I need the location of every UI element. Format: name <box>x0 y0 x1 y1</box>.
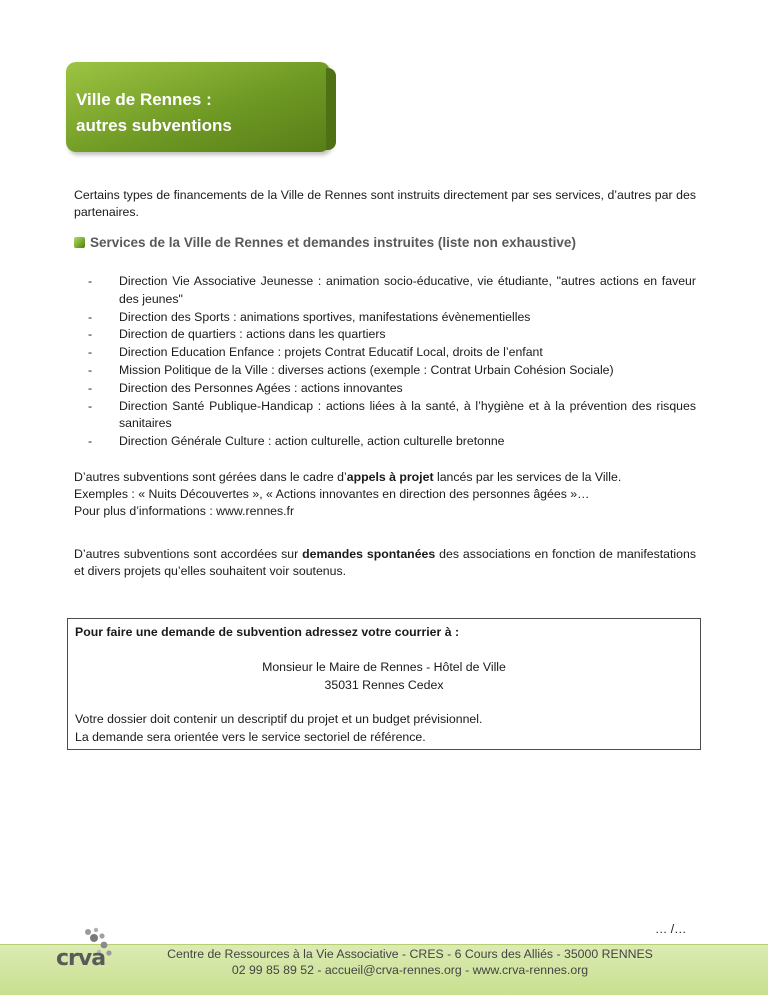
footer-line-2: 02 99 85 89 52 - accueil@crva-rennes.org - www.crva-rennes.org <box>231 963 589 977</box>
section-heading <box>74 234 714 252</box>
services-list <box>88 273 696 451</box>
list-item: - Direction Education Enfance : projets Contrat Educatif Local, droits de l’enfant <box>88 345 543 360</box>
list-item: - Direction Vie Associative Jeunesse : animation socio-éducative, vie étudiante, "autres actions en faveur des jeunes" <box>88 274 696 306</box>
notice-heading: Pour faire une demande de subvention adressez votre courrier à : <box>75 625 460 639</box>
spontaneous-bold: demandes spontanées <box>302 547 436 561</box>
list-item: - Direction Générale Culture : action culturelle, action culturelle bretonne <box>88 434 505 449</box>
list-item: - Direction Santé Publique-Handicap : actions liées à la santé, à l’hygiène et à la prévention des risques sanitaires <box>88 398 696 431</box>
title-line-1: Ville de Rennes : <box>76 90 212 109</box>
continuation-mark: … /… <box>655 922 687 936</box>
notice-address-2: 35031 Rennes Cedex <box>324 678 444 692</box>
projects-paragraph: D’autres subventions sont gérées dans le cadre d’appels à projet lancés par les services de la Ville. Exemples : « Nuits Découvertes », « Actions innovantes en direction des personnes âgées »… Pour plus d’informations : www.rennes.fr <box>74 470 622 518</box>
notice-note-2: La demande sera orientée vers le service sectoriel de référence. <box>75 730 426 744</box>
list-item: - Direction des Personnes Agées : actions innovantes <box>88 380 403 395</box>
notice-note-1: Votre dossier doit contenir un descriptif du projet et un budget prévisionnel. <box>75 712 483 726</box>
projects-info: Pour plus d’informations : www.rennes.fr <box>74 504 295 518</box>
section-heading-text: Services de la Ville de Rennes et demandes instruites (liste non exhaustive) <box>90 235 576 250</box>
green-cube-icon <box>74 237 85 248</box>
title-line-2: autres subventions <box>76 116 232 135</box>
spontaneous-paragraph: D’autres subventions sont accordées sur demandes spontanées des associations en fonction de manifestations et divers projets qu’elles souhaitent voir soutenus. <box>74 547 696 578</box>
list-item: - Direction des Sports : animations sportives, manifestations évènementielles <box>88 309 531 324</box>
notice-address-1: Monsieur le Maire de Rennes - Hôtel de Ville <box>262 660 506 674</box>
logo-text: crva <box>56 946 106 971</box>
footer-line-1: Centre de Ressources à la Vie Associative - CRES - 6 Cours des Alliés - 35000 RENNES <box>167 947 653 961</box>
projects-examples: Exemples : « Nuits Découvertes », « Actions innovantes en direction des personnes âgées »… <box>74 487 590 501</box>
notice-box <box>67 618 701 750</box>
crva-logo <box>54 926 118 976</box>
title-box <box>66 62 330 152</box>
list-item: - Direction de quartiers : actions dans les quartiers <box>88 327 386 342</box>
list-item: - Mission Politique de la Ville : diverses actions (exemple : Contrat Urbain Cohésion Sociale) <box>88 362 614 377</box>
intro-paragraph: Certains types de financements de la Ville de Rennes sont instruits directement par ses services, d’autres par des partenaires. <box>74 188 696 219</box>
projects-bold: appels à projet <box>346 470 434 484</box>
